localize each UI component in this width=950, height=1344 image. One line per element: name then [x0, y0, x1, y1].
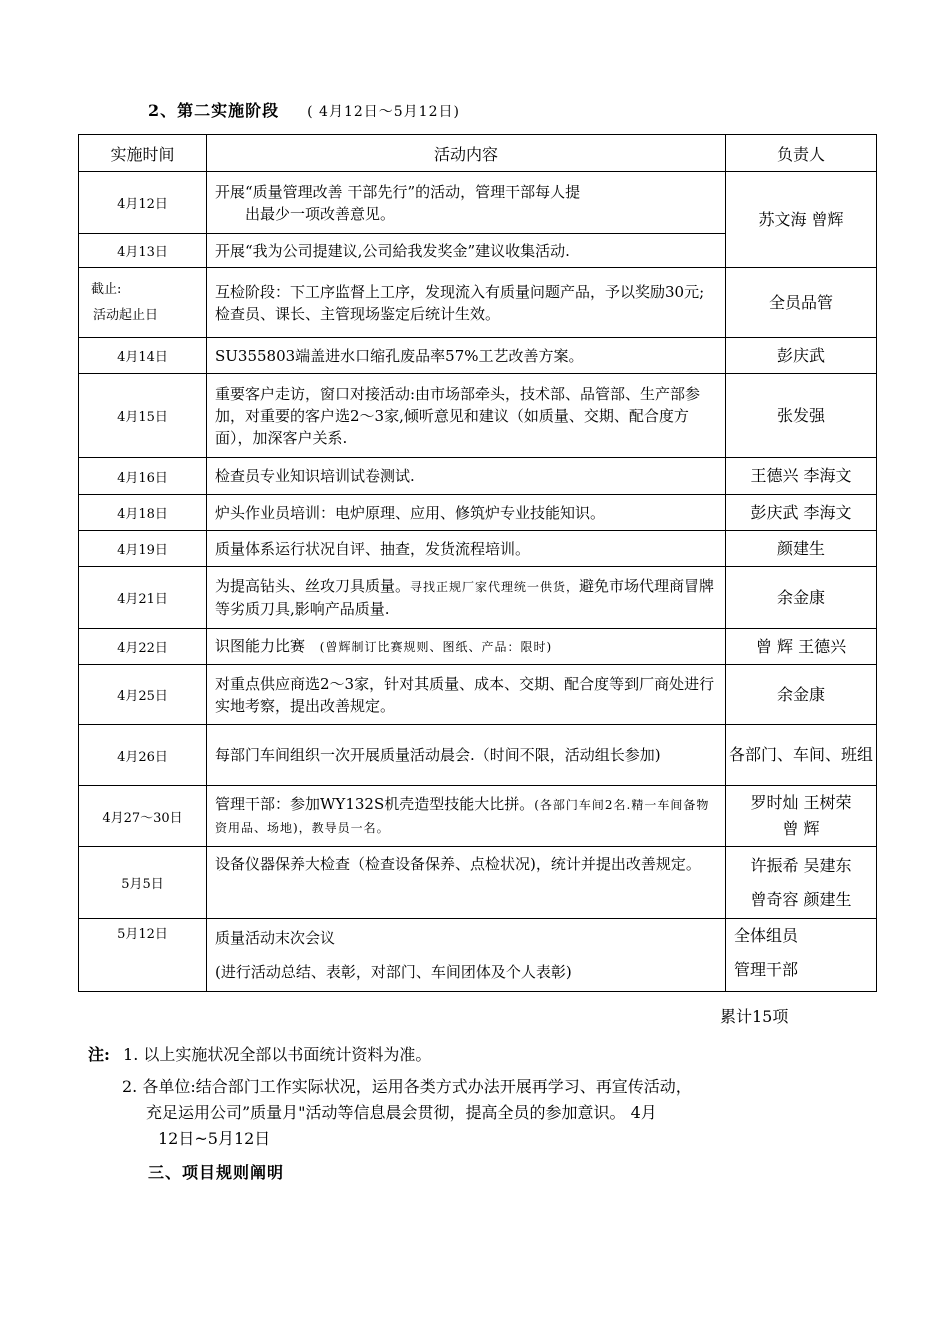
- row-owner: 颜建生: [726, 531, 877, 567]
- row-date: 4月25日: [79, 665, 207, 725]
- table-row: [79, 374, 877, 458]
- row-owner: 余金康: [726, 567, 877, 629]
- table-row: [79, 268, 877, 338]
- section-3-title: 三、项目规则阐明: [148, 1163, 285, 1182]
- table-row: [79, 172, 877, 234]
- row-owner: 曾 辉 王德兴: [726, 629, 877, 665]
- row-owner: 苏文海 曾辉: [726, 172, 877, 268]
- activity-part: 识图能力比赛: [215, 637, 310, 655]
- row-owner: [726, 847, 877, 919]
- implementation-table: [78, 134, 877, 992]
- row-owner: [726, 919, 877, 992]
- note-2-line: 12日~5月12日: [158, 1129, 271, 1148]
- owner-line: 全体组员: [734, 926, 799, 945]
- row-activity: 设备仪器保养大检查（检查设备保养、点检状况)，统计并提出改善规定。: [207, 847, 726, 919]
- note-2: [122, 1074, 822, 1152]
- owner-line: 曾 辉: [782, 819, 820, 838]
- row-date: [79, 268, 207, 338]
- row-activity: [207, 786, 726, 847]
- owner-line: 曾奇容 颜建生: [750, 889, 852, 909]
- activity-part: 为提高钻头、丝攻刀具质量。: [215, 577, 411, 595]
- row-activity: 质量体系运行状况自评、抽查，发货流程培训。: [207, 531, 726, 567]
- table-header-row: [79, 135, 877, 172]
- cutoff-label: 截止:: [91, 281, 122, 297]
- section-title: [148, 98, 460, 121]
- header-activity: 活动内容: [207, 135, 726, 172]
- note-2-line: 充足运用公司”质量月"活动等信息晨会贯彻，提高全员的参加意识。 4月: [146, 1103, 657, 1122]
- table-row: [79, 495, 877, 531]
- activity-part: (曾辉制订比赛规则、图纸、产品：限时): [319, 640, 553, 654]
- row-activity: [207, 629, 726, 665]
- cutoff-value: 活动起止日: [93, 307, 159, 323]
- row-date: 4月27～30日: [79, 786, 207, 847]
- note-1-text: 1. 以上实施状况全部以书面统计资料为准。: [123, 1045, 432, 1064]
- row-activity: [207, 567, 726, 629]
- table-row: [79, 629, 877, 665]
- row-date: 4月22日: [79, 629, 207, 665]
- section-date-range: ( 4月12日～5月12日): [307, 104, 460, 120]
- row-owner: 各部门、车间、班组: [726, 725, 877, 786]
- header-time: 实施时间: [79, 135, 207, 172]
- activity-line: 出最少一项改善意见。: [245, 204, 396, 223]
- row-activity: 对重点供应商选2～3家，针对其质量、成本、交期、配合度等到厂商处进行实地考察，提出改善规定。: [207, 665, 726, 725]
- note-label: 注:: [88, 1045, 110, 1064]
- row-activity: 重要客户走访，窗口对接活动:由市场部牵头，技术部、品管部、生产部参加，对重要的客户选2～3家,倾听意见和建议（如质量、交期、配合度方面），加深客户关系.: [207, 374, 726, 458]
- activity-part: 避免市场代理商冒牌等劣质刀具,影响产品质量.: [215, 577, 715, 618]
- row-activity: 炉头作业员培训：电炉原理、应用、修筑炉专业技能知识。: [207, 495, 726, 531]
- row-owner: [726, 786, 877, 847]
- row-date: 4月13日: [79, 234, 207, 268]
- row-owner: 王德兴 李海文: [726, 458, 877, 495]
- row-activity: SU355803端盖进水口缩孔废品率57%工艺改善方案。: [207, 338, 726, 374]
- row-date: 4月26日: [79, 725, 207, 786]
- total-count: 累计15项: [720, 1007, 789, 1026]
- row-date: 4月16日: [79, 458, 207, 495]
- row-owner: 余金康: [726, 665, 877, 725]
- table-row: [79, 338, 877, 374]
- row-owner: 全员品管: [726, 268, 877, 338]
- table-row: [79, 665, 877, 725]
- activity-line: 质量活动末次会议: [215, 929, 336, 947]
- header-owner: 负责人: [726, 135, 877, 172]
- activity-part: (各部门车间2名.精一车间备物资用品、场地)，教导员一名。: [215, 798, 710, 835]
- row-date: 5月5日: [79, 847, 207, 919]
- owner-line: 管理干部: [734, 960, 799, 979]
- activity-part: 寻找正规厂家代理统一供货，: [410, 580, 580, 594]
- owner-line: 罗时灿 王树荣: [750, 793, 852, 812]
- row-activity: 检查员专业知识培训试卷测试.: [207, 458, 726, 495]
- table-row: [79, 919, 877, 992]
- row-date: 4月12日: [79, 172, 207, 234]
- row-date: 4月19日: [79, 531, 207, 567]
- activity-line: 开展“质量管理改善 干部先行”的活动，管理干部每人提: [215, 182, 581, 201]
- note-2-line: 2. 各单位:结合部门工作实际状况，运用各类方式办法开展再学习、再宣传活动，: [122, 1077, 692, 1096]
- row-date: 4月21日: [79, 567, 207, 629]
- section-title-text: 2、第二实施阶段: [148, 101, 280, 120]
- row-activity: [207, 172, 726, 234]
- table-row: [79, 458, 877, 495]
- activity-part: 管理干部：参加WY132S机壳造型技能大比拼。: [215, 795, 535, 813]
- row-date: 5月12日: [79, 919, 207, 992]
- row-date: 4月14日: [79, 338, 207, 374]
- row-owner: 张发强: [726, 374, 877, 458]
- row-activity: 开展“我为公司提建议,公司給我发奖金”建议收集活动.: [207, 234, 726, 268]
- row-owner: 彭庆武: [726, 338, 877, 374]
- table-row: [79, 725, 877, 786]
- row-activity: 互检阶段：下工序监督上工序，发现流入有质量问题产品，予以奖励30元;检查员、课长、主管现场鉴定后统计生效。: [207, 268, 726, 338]
- table-row: [79, 567, 877, 629]
- owner-line: 许振希 吴建东: [750, 855, 852, 875]
- row-activity: [207, 919, 726, 992]
- table-row: [79, 786, 877, 847]
- note-1: [88, 1042, 788, 1065]
- row-date: 4月18日: [79, 495, 207, 531]
- table-row: [79, 531, 877, 567]
- row-activity: 每部门车间组织一次开展质量活动晨会.（时间不限，活动组长参加): [207, 725, 726, 786]
- table-row: [79, 847, 877, 919]
- activity-line: (进行活动总结、表彰，对部门、车间团体及个人表彰): [215, 963, 572, 981]
- row-owner: 彭庆武 李海文: [726, 495, 877, 531]
- row-date: 4月15日: [79, 374, 207, 458]
